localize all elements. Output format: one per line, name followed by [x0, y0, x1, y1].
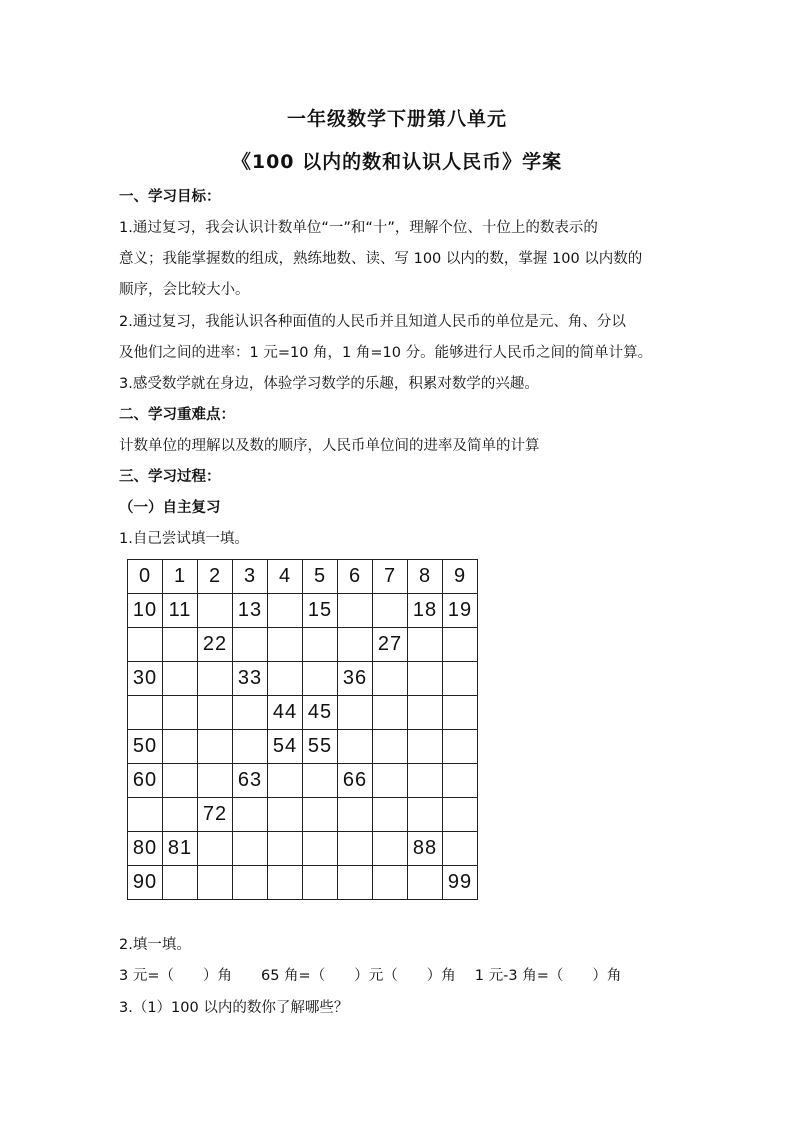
hundred-chart [127, 559, 478, 900]
chart-cell: 54 [268, 730, 303, 764]
chart-cell-blank[interactable] [373, 594, 408, 628]
chart-cell-blank[interactable] [408, 628, 443, 662]
chart-cell-blank[interactable] [163, 866, 198, 900]
chart-cell: 0 [128, 560, 163, 594]
chart-cell: 30 [128, 662, 163, 696]
chart-cell-blank[interactable] [443, 730, 478, 764]
chart-cell-blank[interactable] [198, 730, 233, 764]
chart-cell: 3 [233, 560, 268, 594]
chart-cell-blank[interactable] [303, 628, 338, 662]
chart-cell-blank[interactable] [128, 696, 163, 730]
chart-cell: 15 [303, 594, 338, 628]
chart-cell: 11 [163, 594, 198, 628]
chart-row [128, 696, 478, 730]
chart-cell-blank[interactable] [268, 798, 303, 832]
chart-cell: 7 [373, 560, 408, 594]
chart-row [128, 560, 478, 594]
chart-cell-blank[interactable] [163, 662, 198, 696]
chart-cell: 13 [233, 594, 268, 628]
question-2-items: 3 元=（ ）角 65 角=（ ）元（ ）角 1 元-3 角=（ ）角 [119, 968, 622, 984]
chart-cell-blank[interactable] [233, 798, 268, 832]
chart-cell-blank[interactable] [163, 798, 198, 832]
chart-cell-blank[interactable] [233, 730, 268, 764]
chart-cell-blank[interactable] [268, 594, 303, 628]
chart-cell-blank[interactable] [373, 730, 408, 764]
chart-cell-blank[interactable] [338, 866, 373, 900]
chart-cell: 5 [303, 560, 338, 594]
chart-cell: 6 [338, 560, 373, 594]
chart-cell-blank[interactable] [303, 798, 338, 832]
chart-cell: 19 [443, 594, 478, 628]
chart-row [128, 662, 478, 696]
chart-row [128, 832, 478, 866]
chart-cell-blank[interactable] [163, 730, 198, 764]
chart-cell-blank[interactable] [303, 832, 338, 866]
chart-cell-blank[interactable] [443, 662, 478, 696]
goal-2-line-2: 及他们之间的进率：1 元=10 角，1 角=10 分。能够进行人民币之间的简单计算。 [119, 345, 653, 361]
chart-cell: 8 [408, 560, 443, 594]
chart-cell-blank[interactable] [338, 594, 373, 628]
chart-cell: 81 [163, 832, 198, 866]
chart-cell: 33 [233, 662, 268, 696]
section-heading-keypoints: 二、学习重难点： [119, 407, 235, 423]
chart-cell: 10 [128, 594, 163, 628]
chart-cell-blank[interactable] [408, 730, 443, 764]
chart-cell-blank[interactable] [303, 662, 338, 696]
chart-cell-blank[interactable] [443, 628, 478, 662]
title-line-2: 《100 以内的数和认识人民币》学案 [231, 151, 563, 173]
chart-cell-blank[interactable] [338, 730, 373, 764]
chart-row [128, 798, 478, 832]
chart-cell-blank[interactable] [443, 764, 478, 798]
section-heading-goals: 一、学习目标： [119, 189, 221, 205]
chart-row [128, 764, 478, 798]
chart-cell: 9 [443, 560, 478, 594]
chart-cell: 36 [338, 662, 373, 696]
chart-cell-blank[interactable] [198, 696, 233, 730]
chart-cell: 44 [268, 696, 303, 730]
goal-3-line-1: 3.感受数学就在身边，体验学习数学的乐趣，积累对数学的兴趣。 [119, 376, 539, 392]
chart-cell-blank[interactable] [303, 866, 338, 900]
chart-cell-blank[interactable] [198, 832, 233, 866]
chart-cell: 60 [128, 764, 163, 798]
chart-cell-blank[interactable] [303, 764, 338, 798]
chart-cell-blank[interactable] [268, 628, 303, 662]
chart-cell-blank[interactable] [408, 662, 443, 696]
chart-cell-blank[interactable] [443, 798, 478, 832]
chart-cell-blank[interactable] [443, 696, 478, 730]
chart-cell: 50 [128, 730, 163, 764]
chart-cell-blank[interactable] [408, 798, 443, 832]
chart-cell-blank[interactable] [408, 696, 443, 730]
chart-cell-blank[interactable] [163, 696, 198, 730]
chart-cell: 72 [198, 798, 233, 832]
chart-cell-blank[interactable] [233, 832, 268, 866]
chart-cell-blank[interactable] [373, 662, 408, 696]
chart-cell-blank[interactable] [268, 866, 303, 900]
chart-cell-blank[interactable] [338, 696, 373, 730]
section-heading-process: 三、学习过程： [119, 469, 221, 485]
chart-cell-blank[interactable] [338, 832, 373, 866]
chart-cell: 80 [128, 832, 163, 866]
chart-cell-blank[interactable] [408, 764, 443, 798]
chart-cell-blank[interactable] [268, 662, 303, 696]
question-3: 3.（1）100 以内的数你了解哪些？ [119, 1000, 349, 1016]
chart-cell-blank[interactable] [163, 628, 198, 662]
subsection-heading-review: （一）自主复习 [119, 500, 221, 516]
chart-cell: 4 [268, 560, 303, 594]
chart-cell-blank[interactable] [233, 628, 268, 662]
chart-cell-blank[interactable] [408, 866, 443, 900]
chart-cell: 66 [338, 764, 373, 798]
question-2: 2.填一填。 [119, 937, 191, 953]
goal-1-line-2: 意义；我能掌握数的组成，熟练地数、读、写 100 以内的数，掌握 100 以内数的 [119, 251, 643, 267]
chart-cell-blank[interactable] [268, 832, 303, 866]
chart-cell: 88 [408, 832, 443, 866]
chart-cell-blank[interactable] [338, 798, 373, 832]
chart-cell: 2 [198, 560, 233, 594]
chart-cell: 1 [163, 560, 198, 594]
chart-cell-blank[interactable] [128, 628, 163, 662]
chart-cell: 18 [408, 594, 443, 628]
chart-cell: 63 [233, 764, 268, 798]
chart-cell-blank[interactable] [163, 764, 198, 798]
chart-cell: 90 [128, 866, 163, 900]
chart-cell-blank[interactable] [198, 764, 233, 798]
chart-cell-blank[interactable] [198, 594, 233, 628]
chart-cell-blank[interactable] [233, 866, 268, 900]
question-1: 1.自己尝试填一填。 [119, 531, 249, 547]
goal-1-line-1: 1.通过复习，我会认识计数单位“一”和“十”，理解个位、十位上的数表示的 [119, 220, 598, 236]
chart-cell-blank[interactable] [373, 696, 408, 730]
goal-1-line-3: 顺序，会比较大小。 [119, 282, 250, 298]
chart-row [128, 866, 478, 900]
chart-row [128, 628, 478, 662]
chart-cell: 45 [303, 696, 338, 730]
chart-cell-blank[interactable] [373, 798, 408, 832]
chart-cell: 22 [198, 628, 233, 662]
chart-cell: 99 [443, 866, 478, 900]
chart-cell: 27 [373, 628, 408, 662]
chart-cell-blank[interactable] [373, 866, 408, 900]
chart-cell-blank[interactable] [373, 832, 408, 866]
chart-row [128, 730, 478, 764]
chart-cell-blank[interactable] [198, 866, 233, 900]
title-line-1: 一年级数学下册第八单元 [286, 108, 507, 130]
chart-cell-blank[interactable] [338, 628, 373, 662]
chart-cell-blank[interactable] [128, 798, 163, 832]
chart-cell-blank[interactable] [198, 662, 233, 696]
chart-cell: 55 [303, 730, 338, 764]
chart-cell-blank[interactable] [443, 832, 478, 866]
goal-2-line-1: 2.通过复习，我能认识各种面值的人民币并且知道人民币的单位是元、角、分以 [119, 314, 626, 330]
keypoints-text: 计数单位的理解以及数的顺序，人民币单位间的进率及简单的计算 [119, 438, 540, 454]
chart-cell-blank[interactable] [233, 696, 268, 730]
chart-cell-blank[interactable] [373, 764, 408, 798]
chart-cell-blank[interactable] [268, 764, 303, 798]
chart-row [128, 594, 478, 628]
